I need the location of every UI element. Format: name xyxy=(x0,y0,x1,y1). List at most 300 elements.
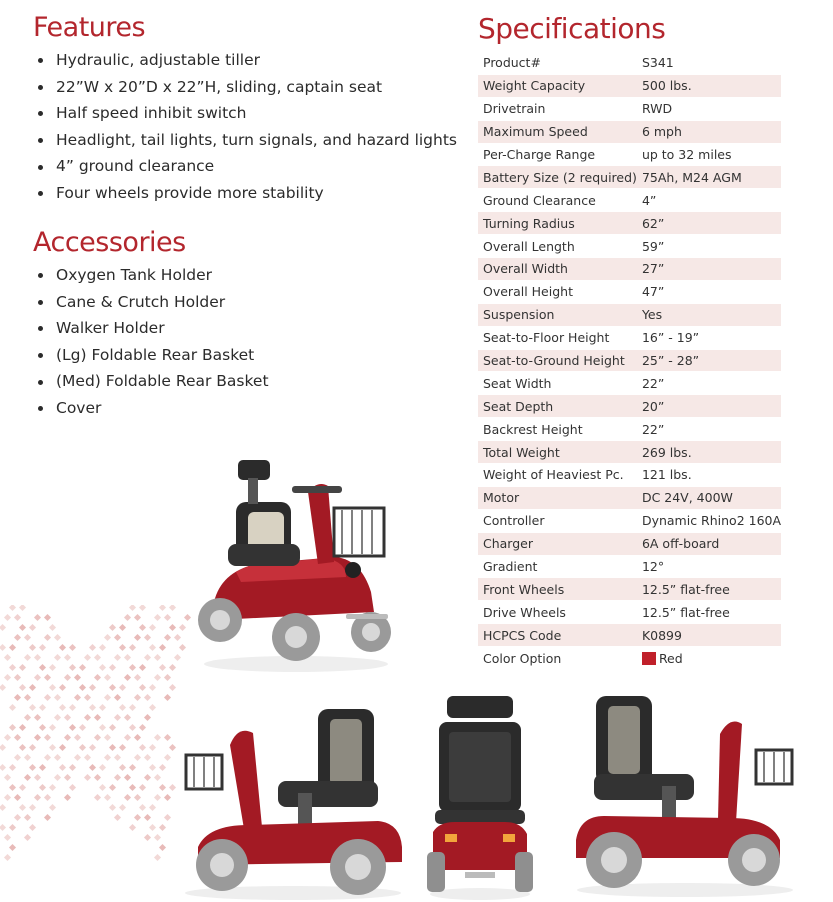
spec-row xyxy=(478,120,781,143)
spec-value: 12.5” flat-free xyxy=(637,601,781,624)
pattern-diamond xyxy=(179,624,186,631)
pattern-diamond xyxy=(4,794,11,801)
pattern-diamond xyxy=(169,784,176,791)
spec-value: 59” xyxy=(637,235,781,258)
spec-value: 47” xyxy=(637,280,781,303)
spec-value: RWD xyxy=(637,97,781,120)
spec-row xyxy=(478,372,781,395)
pattern-diamond xyxy=(84,774,91,781)
pattern-diamond xyxy=(64,794,71,801)
spec-row xyxy=(478,532,781,555)
pattern-diamond xyxy=(134,794,141,801)
spec-label: Product# xyxy=(478,52,637,74)
pattern-diamond xyxy=(84,694,91,701)
spec-value: 25” - 28” xyxy=(637,349,781,372)
scooter-rear-image xyxy=(425,692,535,902)
scooter-side-right-image xyxy=(570,690,800,900)
pattern-diamond xyxy=(49,784,56,791)
pattern-diamond xyxy=(44,754,51,761)
pattern-diamond xyxy=(109,744,116,751)
pattern-diamond xyxy=(0,684,6,691)
spec-label: Suspension xyxy=(478,303,637,326)
pattern-diamond xyxy=(89,644,96,651)
pattern-diamond xyxy=(99,724,106,731)
pattern-diamond xyxy=(124,654,131,661)
pattern-diamond xyxy=(49,664,56,671)
pattern-diamond xyxy=(79,684,86,691)
pattern-diamond xyxy=(59,684,66,691)
spec-value: 269 lbs. xyxy=(637,441,781,464)
pattern-diamond xyxy=(154,614,161,621)
pattern-diamond xyxy=(119,644,126,651)
spec-label: Per-Charge Range xyxy=(478,143,637,166)
spec-row xyxy=(478,578,781,601)
spec-row xyxy=(478,647,781,670)
pattern-diamond xyxy=(164,794,171,801)
pattern-diamond xyxy=(0,624,6,631)
pattern-diamond xyxy=(19,744,26,751)
pattern-diamond xyxy=(159,764,166,771)
spec-row xyxy=(478,74,781,97)
pattern-diamond xyxy=(114,774,121,781)
pattern-diamond xyxy=(74,674,81,681)
pattern-diamond xyxy=(19,804,26,811)
spec-label: Overall Height xyxy=(478,280,637,303)
pattern-diamond xyxy=(159,644,166,651)
pattern-diamond xyxy=(169,664,176,671)
spec-row xyxy=(478,395,781,418)
pattern-diamond xyxy=(54,654,61,661)
pattern-diamond xyxy=(109,804,116,811)
pattern-diamond xyxy=(104,794,111,801)
pattern-diamond xyxy=(184,614,191,621)
pattern-diamond xyxy=(69,704,76,711)
pattern-diamond xyxy=(9,724,16,731)
pattern-diamond xyxy=(29,744,36,751)
spec-row xyxy=(478,189,781,212)
pattern-diamond xyxy=(44,734,51,741)
pattern-diamond xyxy=(119,744,126,751)
pattern-diamond xyxy=(114,814,121,821)
pattern-diamond xyxy=(19,784,26,791)
pattern-diamond xyxy=(9,764,16,771)
pattern-diamond xyxy=(39,644,46,651)
pattern-diamond xyxy=(74,694,81,701)
pattern-diamond xyxy=(119,684,126,691)
spec-label: Maximum Speed xyxy=(478,120,637,143)
spec-label: Controller xyxy=(478,509,637,532)
spec-label: Gradient xyxy=(478,555,637,578)
spec-value: 27” xyxy=(637,258,781,281)
pattern-diamond xyxy=(9,704,16,711)
spec-value: 75Ah, M24 AGM xyxy=(637,166,781,189)
pattern-diamond xyxy=(139,605,146,611)
pattern-diamond xyxy=(19,724,26,731)
pattern-diamond xyxy=(114,754,121,761)
feature-item: Half speed inhibit switch xyxy=(37,100,457,127)
pattern-diamond xyxy=(94,774,101,781)
pattern-diamond xyxy=(54,634,61,641)
pattern-diamond xyxy=(104,694,111,701)
pattern-diamond xyxy=(149,704,156,711)
pattern-diamond xyxy=(154,734,161,741)
pattern-diamond xyxy=(99,764,106,771)
pattern-diamond xyxy=(99,664,106,671)
accessory-item: Oxygen Tank Holder xyxy=(37,262,269,289)
pattern-diamond xyxy=(149,764,156,771)
pattern-diamond xyxy=(94,654,101,661)
spec-value: Yes xyxy=(637,303,781,326)
accessories-heading: Accessories xyxy=(33,227,186,258)
features-list xyxy=(37,47,457,207)
pattern-diamond xyxy=(29,644,36,651)
pattern-diamond xyxy=(99,784,106,791)
pattern-diamond xyxy=(49,684,56,691)
pattern-diamond xyxy=(9,844,16,851)
spec-row xyxy=(478,555,781,578)
pattern-diamond xyxy=(124,674,131,681)
accessory-item: (Lg) Foldable Rear Basket xyxy=(37,342,269,369)
pattern-diamond xyxy=(134,634,141,641)
pattern-diamond xyxy=(134,674,141,681)
pattern-diamond xyxy=(69,784,76,791)
pattern-diamond xyxy=(129,704,136,711)
spec-label: Charger xyxy=(478,532,637,555)
pattern-diamond xyxy=(24,754,31,761)
pattern-diamond xyxy=(29,804,36,811)
features-heading: Features xyxy=(33,12,146,43)
pattern-diamond xyxy=(149,644,156,651)
spec-value: 6A off-board xyxy=(637,532,781,555)
pattern-diamond xyxy=(14,634,21,641)
pattern-diamond xyxy=(29,684,36,691)
pattern-diamond xyxy=(84,714,91,721)
pattern-diamond xyxy=(104,674,111,681)
pattern-diamond xyxy=(64,674,71,681)
pattern-diamond xyxy=(149,744,156,751)
pattern-diamond xyxy=(114,694,121,701)
pattern-diamond xyxy=(14,694,21,701)
feature-item: Headlight, tail lights, turn signals, and hazard lights xyxy=(37,127,457,154)
pattern-diamond xyxy=(19,605,26,611)
spec-value: Dynamic Rhino2 160A xyxy=(637,509,781,532)
spec-label: Seat Width xyxy=(478,372,637,395)
pattern-diamond xyxy=(169,744,176,751)
pattern-diamond xyxy=(24,774,31,781)
pattern-diamond xyxy=(124,614,131,621)
pattern-diamond xyxy=(64,654,71,661)
pattern-diamond xyxy=(39,784,46,791)
pattern-diamond xyxy=(44,614,51,621)
spec-row xyxy=(478,303,781,326)
accessory-item: Cane & Crutch Holder xyxy=(37,289,269,316)
spec-value: 121 lbs. xyxy=(637,464,781,487)
pattern-diamond xyxy=(19,624,26,631)
pattern-diamond xyxy=(79,744,86,751)
pattern-diamond xyxy=(174,634,181,641)
spec-value: 20” xyxy=(637,395,781,418)
pattern-diamond xyxy=(74,734,81,741)
pattern-diamond xyxy=(9,605,16,611)
scooter-three-quarter-image xyxy=(196,452,396,674)
pattern-diamond xyxy=(14,814,21,821)
pattern-diamond xyxy=(154,774,161,781)
spec-value: 22” xyxy=(637,372,781,395)
spec-label: Overall Width xyxy=(478,258,637,281)
pattern-diamond xyxy=(124,714,131,721)
pattern-diamond xyxy=(24,714,31,721)
pattern-diamond xyxy=(104,634,111,641)
pattern-diamond xyxy=(74,754,81,761)
color-swatch xyxy=(642,652,656,665)
pattern-diamond xyxy=(129,664,136,671)
feature-item: 4” ground clearance xyxy=(37,153,457,180)
pattern-diamond xyxy=(4,854,11,861)
pattern-diamond xyxy=(94,714,101,721)
pattern-diamond xyxy=(154,854,161,861)
spec-label: HCPCS Code xyxy=(478,624,637,647)
pattern-diamond xyxy=(169,684,176,691)
pattern-diamond xyxy=(59,744,66,751)
pattern-diamond xyxy=(159,784,166,791)
spec-value: 12° xyxy=(637,555,781,578)
pattern-diamond xyxy=(164,614,171,621)
pattern-diamond xyxy=(24,654,31,661)
pattern-diamond xyxy=(164,634,171,641)
pattern-diamond xyxy=(134,694,141,701)
pattern-diamond xyxy=(69,644,76,651)
pattern-diamond xyxy=(59,764,66,771)
pattern-diamond xyxy=(34,714,41,721)
spec-value: 6 mph xyxy=(637,120,781,143)
spec-label: Seat-to-Ground Height xyxy=(478,349,637,372)
spec-row xyxy=(478,97,781,120)
spec-row xyxy=(478,418,781,441)
pattern-diamond xyxy=(29,704,36,711)
pattern-diamond xyxy=(4,834,11,841)
accessory-item: (Med) Foldable Rear Basket xyxy=(37,368,269,395)
pattern-diamond xyxy=(154,794,161,801)
pattern-diamond xyxy=(49,744,56,751)
spec-label: Drivetrain xyxy=(478,97,637,120)
spec-label: Ground Clearance xyxy=(478,189,637,212)
pattern-diamond xyxy=(164,694,171,701)
spec-row xyxy=(478,52,781,74)
pattern-diamond xyxy=(159,605,166,611)
pattern-diamond xyxy=(24,814,31,821)
spec-row xyxy=(478,166,781,189)
pattern-diamond xyxy=(34,734,41,741)
pattern-diamond xyxy=(164,734,171,741)
pattern-diamond xyxy=(89,704,96,711)
pattern-diamond xyxy=(0,744,6,751)
spec-row xyxy=(478,509,781,532)
spec-value: 500 lbs. xyxy=(637,74,781,97)
pattern-diamond xyxy=(69,724,76,731)
pattern-diamond xyxy=(144,834,151,841)
pattern-diamond xyxy=(154,654,161,661)
pattern-diamond xyxy=(99,644,106,651)
pattern-diamond xyxy=(44,674,51,681)
spec-value: S341 xyxy=(637,52,781,74)
spec-label: Seat Depth xyxy=(478,395,637,418)
spec-label: Turning Radius xyxy=(478,212,637,235)
pattern-diamond xyxy=(59,704,66,711)
spec-row xyxy=(478,258,781,281)
pattern-diamond xyxy=(19,664,26,671)
pattern-diamond xyxy=(144,694,151,701)
spec-label: Weight Capacity xyxy=(478,74,637,97)
pattern-diamond xyxy=(109,624,116,631)
pattern-diamond xyxy=(24,834,31,841)
pattern-diamond xyxy=(134,614,141,621)
pattern-diamond xyxy=(34,674,41,681)
pattern-diamond xyxy=(4,734,11,741)
pattern-diamond xyxy=(109,724,116,731)
pattern-diamond xyxy=(144,634,151,641)
pattern-diamond xyxy=(169,605,176,611)
pattern-diamond xyxy=(9,824,16,831)
spec-row xyxy=(478,601,781,624)
pattern-diamond xyxy=(149,624,156,631)
pattern-diamond xyxy=(14,614,21,621)
pattern-diamond xyxy=(39,764,46,771)
spec-label: Color Option xyxy=(478,647,637,670)
pattern-diamond xyxy=(129,784,136,791)
pattern-diamond xyxy=(104,734,111,741)
pattern-diamond xyxy=(89,684,96,691)
pattern-diamond xyxy=(144,654,151,661)
pattern-diamond xyxy=(84,754,91,761)
pattern-diamond xyxy=(79,724,86,731)
pattern-diamond xyxy=(139,744,146,751)
spec-row xyxy=(478,349,781,372)
pattern-diamond xyxy=(129,605,136,611)
pattern-diamond xyxy=(164,814,171,821)
pattern-diamond xyxy=(34,614,41,621)
pattern-diamond xyxy=(139,804,146,811)
spec-row xyxy=(478,212,781,235)
pattern-diamond xyxy=(109,784,116,791)
pattern-diamond xyxy=(139,784,146,791)
spec-row xyxy=(478,280,781,303)
pattern-diamond xyxy=(0,824,6,831)
spec-value xyxy=(637,647,781,670)
pattern-diamond xyxy=(39,704,46,711)
spec-row xyxy=(478,235,781,258)
spec-label: Motor xyxy=(478,486,637,509)
pattern-diamond xyxy=(44,794,51,801)
pattern-diamond xyxy=(129,764,136,771)
spec-label: Drive Wheels xyxy=(478,601,637,624)
pattern-diamond xyxy=(144,814,151,821)
pattern-diamond xyxy=(64,714,71,721)
pattern-diamond xyxy=(0,764,6,771)
pattern-diamond xyxy=(44,634,51,641)
spec-row xyxy=(478,624,781,647)
pattern-diamond xyxy=(4,654,11,661)
pattern-diamond xyxy=(34,774,41,781)
pattern-diamond xyxy=(159,844,166,851)
pattern-diamond xyxy=(69,764,76,771)
pattern-diamond xyxy=(59,644,66,651)
pattern-diamond xyxy=(119,804,126,811)
pattern-diamond xyxy=(94,674,101,681)
pattern-diamond xyxy=(139,664,146,671)
pattern-diamond xyxy=(24,694,31,701)
pattern-diamond xyxy=(114,714,121,721)
spec-label: Seat-to-Floor Height xyxy=(478,326,637,349)
spec-value: DC 24V, 400W xyxy=(637,486,781,509)
spec-label: Total Weight xyxy=(478,441,637,464)
pattern-diamond xyxy=(144,774,151,781)
pattern-diamond xyxy=(49,624,56,631)
pattern-diamond xyxy=(134,754,141,761)
pattern-diamond xyxy=(64,734,71,741)
pattern-diamond xyxy=(159,664,166,671)
pattern-diamond xyxy=(99,704,106,711)
pattern-diamond xyxy=(94,734,101,741)
pattern-diamond xyxy=(149,684,156,691)
pattern-diamond xyxy=(9,784,16,791)
pattern-diamond xyxy=(129,824,136,831)
pattern-diamond xyxy=(109,684,116,691)
spec-value: 22” xyxy=(637,418,781,441)
spec-value: K0899 xyxy=(637,624,781,647)
pattern-diamond xyxy=(54,754,61,761)
pattern-diamond xyxy=(9,664,16,671)
pattern-diamond xyxy=(149,824,156,831)
pattern-diamond xyxy=(169,624,176,631)
pattern-diamond xyxy=(114,634,121,641)
pattern-diamond xyxy=(34,794,41,801)
pattern-diamond xyxy=(144,754,151,761)
spec-value: 16” - 19” xyxy=(637,326,781,349)
spec-value: 62” xyxy=(637,212,781,235)
pattern-diamond xyxy=(134,734,141,741)
pattern-diamond xyxy=(104,754,111,761)
pattern-diamond xyxy=(29,764,36,771)
pattern-diamond xyxy=(134,814,141,821)
spec-value: 12.5” flat-free xyxy=(637,578,781,601)
pattern-diamond xyxy=(19,684,26,691)
spec-label: Overall Length xyxy=(478,235,637,258)
pattern-diamond xyxy=(14,754,21,761)
pattern-diamond xyxy=(119,704,126,711)
color-option-label: Red xyxy=(658,650,683,666)
pattern-diamond xyxy=(89,764,96,771)
pattern-diamond xyxy=(129,724,136,731)
pattern-diamond xyxy=(49,804,56,811)
pattern-diamond xyxy=(4,674,11,681)
pattern-diamond xyxy=(34,654,41,661)
pattern-diamond xyxy=(119,764,126,771)
feature-item: 22”W x 20”D x 22”H, sliding, captain seat xyxy=(37,74,457,101)
pattern-diamond xyxy=(89,744,96,751)
pattern-diamond xyxy=(159,824,166,831)
feature-item: Hydraulic, adjustable tiller xyxy=(37,47,457,74)
pattern-diamond xyxy=(139,624,146,631)
spec-label: Battery Size (2 required) xyxy=(478,166,637,189)
spec-row xyxy=(478,464,781,487)
pattern-diamond xyxy=(164,674,171,681)
pattern-diamond xyxy=(54,714,61,721)
pattern-diamond xyxy=(14,674,21,681)
specifications-table xyxy=(478,52,781,670)
pattern-diamond xyxy=(64,774,71,781)
accessory-item: Cover xyxy=(37,395,269,422)
pattern-diamond xyxy=(129,644,136,651)
